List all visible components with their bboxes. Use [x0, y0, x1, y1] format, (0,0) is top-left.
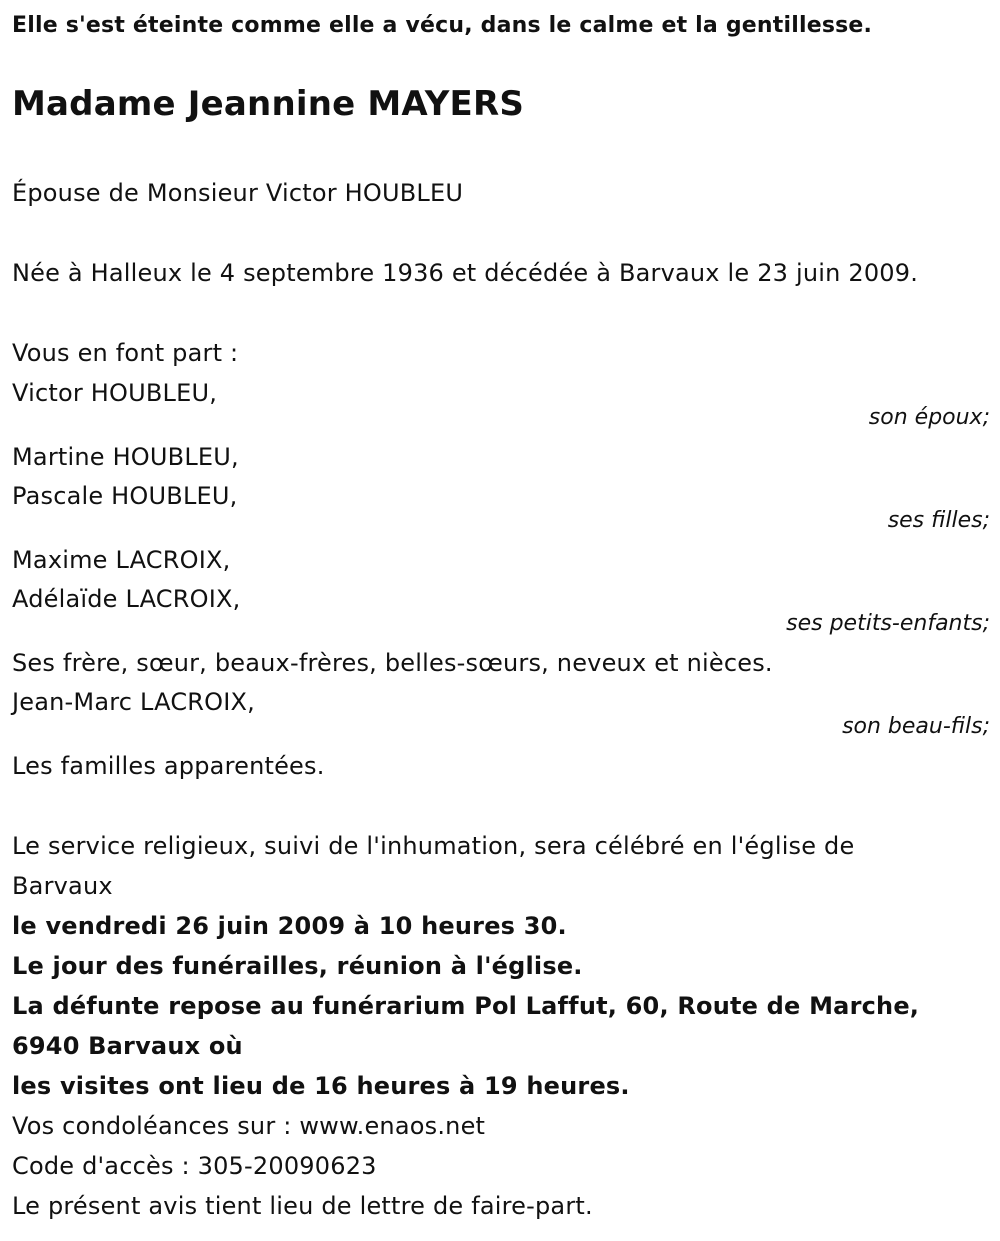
family-name: Victor HOUBLEU, [12, 379, 218, 407]
service-line: Le service religieux, suivi de l'inhumation, sera célébré en l'église de [12, 832, 855, 860]
condolences-line: Vos condoléances sur : www.enaos.net [12, 1112, 486, 1140]
visits-line: les visites ont lieu de 16 heures à 19 heures. [12, 1072, 630, 1100]
family-name: Maxime LACROIX, [12, 546, 231, 574]
family-name: Adélaïde LACROIX, [12, 585, 241, 613]
family-relation: son beau-fils; [842, 714, 990, 739]
family-name: Pascale HOUBLEU, [12, 482, 238, 510]
service-date: le vendredi 26 juin 2009 à 10 heures 30. [12, 912, 567, 940]
family-relation: ses filles; [887, 508, 990, 533]
funeral-home-address: 6940 Barvaux où [12, 1032, 243, 1060]
deceased-name: Madame Jeannine MAYERS [12, 84, 525, 124]
family-name: Jean-Marc LACROIX, [12, 688, 255, 716]
notice-line: Le présent avis tient lieu de lettre de faire-part. [12, 1192, 593, 1220]
birth-death-line: Née à Halleux le 4 septembre 1936 et décédée à Barvaux le 23 juin 2009. [12, 259, 919, 287]
access-code-line: Code d'accès : 305-20090623 [12, 1152, 377, 1180]
family-relation: son époux; [868, 405, 990, 430]
service-place: Barvaux [12, 872, 113, 900]
family-name: Martine HOUBLEU, [12, 443, 239, 471]
meeting-line: Le jour des funérailles, réunion à l'église. [12, 952, 583, 980]
funeral-home-line: La défunte repose au funérarium Pol Laffut, 60, Route de Marche, [12, 992, 920, 1020]
families-line: Les familles apparentées. [12, 752, 325, 780]
announce-intro: Vous en font part : [12, 339, 239, 367]
family-relation: ses petits-enfants; [786, 611, 990, 636]
headline: Elle s'est éteinte comme elle a vécu, dans le calme et la gentillesse. [12, 13, 873, 38]
spouse-line: Épouse de Monsieur Victor HOUBLEU [12, 179, 464, 207]
family-name: Ses frère, sœur, beaux-frères, belles-sœurs, neveux et nièces. [12, 649, 773, 677]
